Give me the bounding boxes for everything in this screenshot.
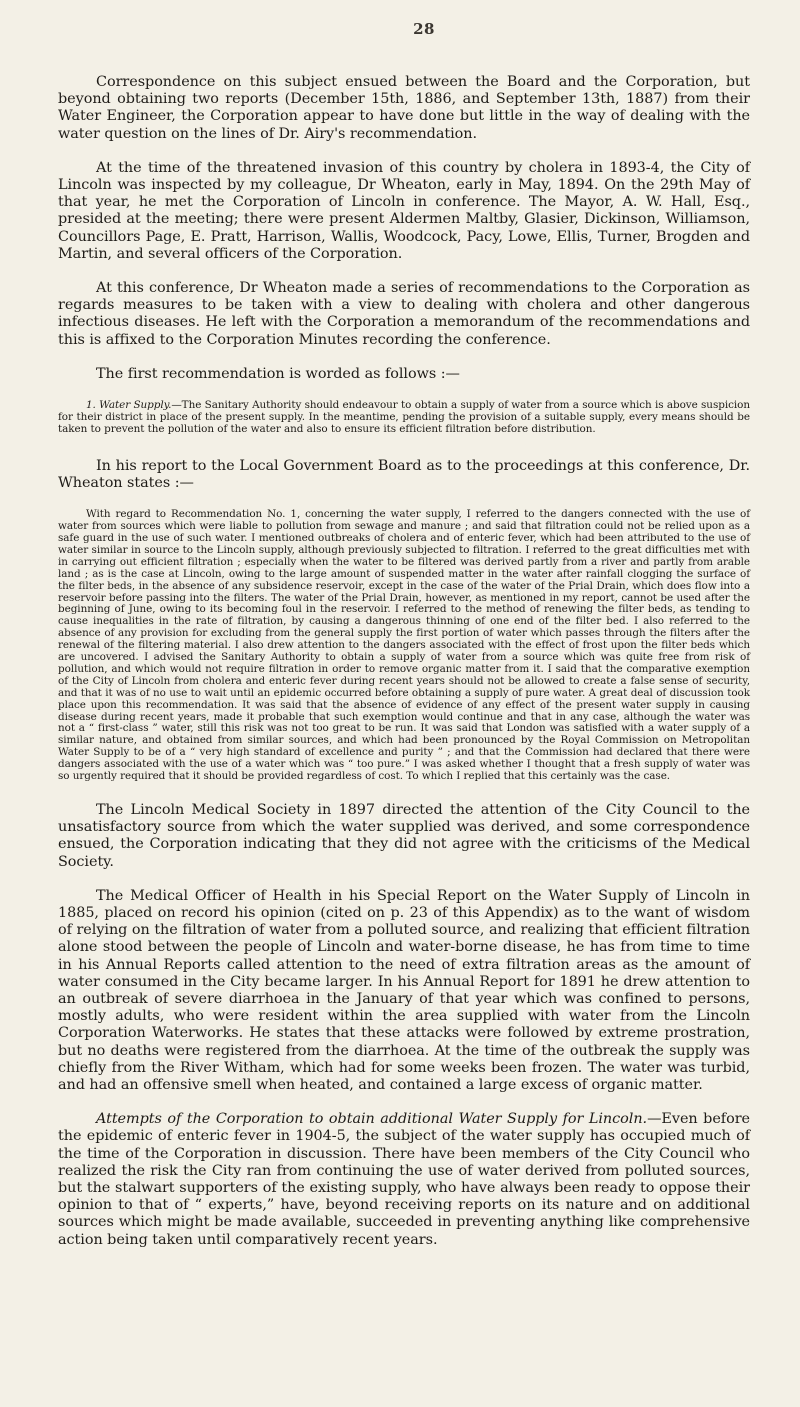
quote-water-supply-recommendation — [58, 400, 750, 436]
paragraph-additional-supply-text: —Even before the epidemic of enteric fever in 1904-5, the subject of the water supply has occupied much of the time of the Corporation in discussion. There have been members of the City Council who realized the risk the City ran from continuing the use of water derived from polluted sources, but the stalwart supporters of the existing supply, who have always been ready to oppose their opinion to that of “ experts,” have, beyond receiving reports on its nature and on additional sources which might be made available, succeeded in preventing anything like comprehensive action being taken until comparatively recent years. — [58, 1111, 750, 1248]
paragraph-medical-society: The Lincoln Medical Society in 1897 directed the attention of the City Council to the unsatisfactory source from which the water supplied was derived, and some correspondence ensued, the Corporation indicating that they did not agree with the criticisms of the Medical Society. — [58, 802, 750, 870]
paragraph-conference-recommendations: At this conference, Dr Wheaton made a series of recommendations to the Corporation as regards measures to be taken with a view to dealing with cholera and other dangerous infectious diseases. He left with the Corporation a memorandum of the recommendations and this is affixed to the Corporation Minutes recording the conference. — [58, 280, 750, 348]
quote-water-supply-label: 1. Water Supply. — [86, 399, 172, 412]
paragraph-first-recommendation-intro: The first recommendation is worded as follows :— — [96, 365, 460, 382]
quote-wheaton-report: With regard to Recommendation No. 1, concerning the water supply, I referred to the dangers connected with the use of water from sources which were liable to pollution from sewage and manure ; and said that filtration could not be relied upon as a safe guard in the use of such water. I mentioned outbreaks of cholera and of enteric fever, which had been attributed to the use of water similar in source to the Lincoln supply, although previously subjected to filtration. I referred to the great difficulties met with in carrying out efficient filtration ; especially when the water to be filtered was derived partly from a river and partly from arable land ; as is the case at Lincoln, owing to the large amount of suspended matter in the water after rainfall clogging the surface of the filter beds, in the absence of any subsidence reservoir, except in the case of the water of the Prial Drain, which does flow into a reservoir before passing into the filters. The water of the Prial Drain, however, as mentioned in my report, cannot be used after the beginning of June, owing to its becoming foul in the reservoir. I referred to the method of renewing the filter beds, as tending to cause inequalities in the rate of filtration, by causing a dangerous thinning of one end of the filter bed. I also referred to the absence of any provision for excluding from the general supply the first portion of water which passes through the filters after the renewal of the filtering material. I also drew attention to the dangers associated with the effect of frost upon the filter beds which are uncovered. I advised the Sanitary Authority to obtain a supply of water from a source which was quite free from risk of pollution, and which would not require filtration in order to remove organic matter from it. I said that the comparative exemption of the City of Lincoln from cholera and enteric fever during recent years should not be allowed to create a false sense of security, and that it was of no use to wait until an epidemic occurred before obtaining a supply of pure water. A great deal of discussion took place upon this recommendation. It was said that the absence of evidence of any effect of the present water supply in causing disease during recent years, made it probable that such exemption would continue and that in any case, although the water was not a “ first-class ” water, still this risk was not too great to be run. It was said that London was satisfied with a water supply of a similar nature, and obtained from similar sources, and which had been pronounced by the Royal Commission on Metropolitan Water Supply to be of a “ very high standard of excellence and purity ” ; and that the Commission had declared that there were dangers associated with the use of a water which was “ too pure.” I was asked whether I thought that a fresh supply of water was so urgently required that it should be provided regardless of cost. To which I replied that this certainly was the case. — [58, 508, 750, 783]
section-heading-additional-supply: Attempts of the Corporation to obtain additional Water Supply for Lincoln. — [96, 1111, 648, 1128]
paragraph-medical-officer-report: The Medical Officer of Health in his Special Report on the Water Supply of Lincoln in 1885, placed on record his opinion (cited on p. 23 of this Appendix) as to the want of wisdom of relying on the filtration of water from a polluted source, and realizing that efficient filtration alone stood between the people of Lincoln and water-borne disease, he has from time to time in his Annual Reports called attention to the need of extra filtration areas as the amount of water consumed in the City became larger. In his Annual Report for 1891 he drew attention to an outbreak of severe diarrhoea in the January of that year which was confined to persons, mostly adults, who were resident within the area supplied with water from the Lincoln Corporation Waterworks. He states that these attacks were followed by extreme prostration, but no deaths were registered from the diarrhoea. At the time of the outbreak the supply was chiefly from the River Witham, which had for some weeks been frozen. The water was turbid, and had an offensive smell when heated, and contained a large excess of organic matter. — [58, 887, 750, 1094]
paragraph-additional-supply-attempts — [58, 1111, 750, 1249]
quote-water-supply-text: —The Sanitary Authority should endeavour to obtain a supply of water from a source which is above suspicion for their district in place of the present supply. In the meantime, pending the provision of a suitable supply, every means should be taken to prevent the pollution of the water and also to ensure its efficient filtration before distribution. — [58, 399, 750, 435]
paragraph-wheaton-report-intro: In his report to the Local Government Board as to the proceedings at this conference, Dr. Wheaton states :— — [58, 457, 750, 491]
page-number: 28 — [413, 20, 435, 38]
paragraph-cholera-inspection: At the time of the threatened invasion of this country by cholera in 1893-4, the City of Lincoln was inspected by my colleague, Dr Wheaton, early in May, 1894. On the 29th May of that year, he met the Corporation of Lincoln in conference. The Mayor, A. W. Hall, Esq., presided at the meeting; there were present Aldermen Maltby, Glasier, Dickinson, Williamson, Councillors Page, E. Pratt, Harrison, Wallis, Woodcock, Pacy, Lowe, Ellis, Turner, Brogden and Martin, and several officers of the Corporation. — [58, 159, 750, 262]
paragraph-correspondence: Correspondence on this subject ensued between the Board and the Corporation, but beyond obtaining two reports (December 15th, 1886, and September 13th, 1887) from their Water Engineer, the Corporation appear to have done but little in the way of dealing with the water question on the lines of Dr. Airy's recommendation. — [58, 74, 750, 142]
